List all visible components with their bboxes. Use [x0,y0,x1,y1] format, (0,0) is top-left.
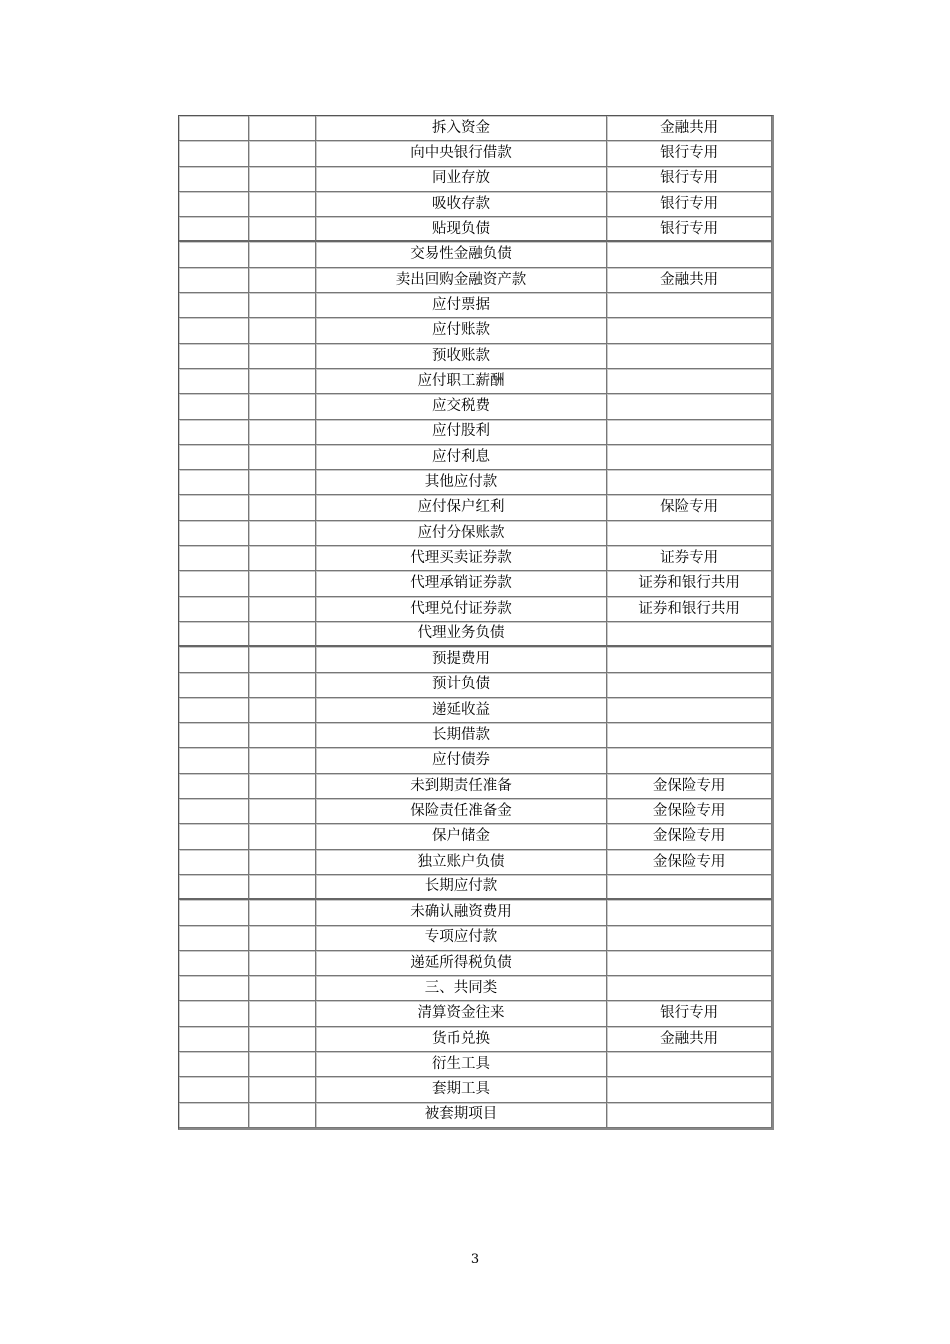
code-cell [179,344,249,369]
number-cell [249,546,316,571]
account-name-cell: 套期工具 [316,1077,608,1102]
table-row [179,369,772,394]
number-cell [249,875,316,900]
applicable-scope-cell: 金保险专用 [607,799,772,824]
account-name-cell: 卖出回购金融资产款 [316,268,608,293]
number-cell [249,850,316,875]
account-name-cell: 预提费用 [316,647,608,672]
table-row [179,242,772,267]
number-cell [249,318,316,343]
applicable-scope-cell: 证券和银行共用 [607,597,772,622]
applicable-scope-cell [607,369,772,394]
table-row [179,495,772,520]
number-cell [249,242,316,267]
code-cell [179,571,249,596]
applicable-scope-cell: 银行专用 [607,192,772,217]
number-cell [249,748,316,773]
account-name-cell: 长期借款 [316,723,608,748]
number-cell [249,167,316,192]
number-cell [249,698,316,723]
applicable-scope-cell: 银行专用 [607,167,772,192]
table-row [179,1027,772,1052]
code-cell [179,318,249,343]
applicable-scope-cell [607,1052,772,1077]
table-row [179,116,772,141]
account-name-cell: 应交税费 [316,394,608,419]
accounts-table-body [179,116,772,1128]
applicable-scope-cell: 银行专用 [607,1001,772,1026]
table-row [179,900,772,925]
table-row [179,875,772,900]
number-cell [249,141,316,166]
code-cell [179,597,249,622]
applicable-scope-cell [607,420,772,445]
applicable-scope-cell [607,470,772,495]
code-cell [179,774,249,799]
code-cell [179,293,249,318]
table-row [179,318,772,343]
account-name-cell: 交易性金融负债 [316,242,608,267]
account-name-cell: 货币兑换 [316,1027,608,1052]
number-cell [249,420,316,445]
code-cell [179,748,249,773]
account-name-cell: 保户储金 [316,824,608,849]
code-cell [179,698,249,723]
account-name-cell: 长期应付款 [316,875,608,900]
number-cell [249,495,316,520]
table-row [179,344,772,369]
code-cell [179,1027,249,1052]
account-name-cell: 吸收存款 [316,192,608,217]
number-cell [249,951,316,976]
table-row [179,470,772,495]
code-cell [179,926,249,951]
table-row [179,850,772,875]
table-row [179,824,772,849]
account-name-cell: 应付债券 [316,748,608,773]
code-cell [179,242,249,267]
account-name-cell: 应付利息 [316,445,608,470]
account-name-cell: 未确认融资费用 [316,900,608,925]
table-row [179,723,772,748]
account-name-cell: 三、共同类 [316,976,608,1001]
number-cell [249,571,316,596]
code-cell [179,546,249,571]
number-cell [249,116,316,141]
applicable-scope-cell [607,242,772,267]
table-row [179,926,772,951]
table-row [179,1052,772,1077]
number-cell [249,268,316,293]
applicable-scope-cell: 银行专用 [607,141,772,166]
table-row [179,445,772,470]
applicable-scope-cell [607,293,772,318]
table-row [179,748,772,773]
account-name-cell: 贴现负债 [316,217,608,242]
number-cell [249,521,316,546]
applicable-scope-cell [607,748,772,773]
table-row [179,293,772,318]
code-cell [179,521,249,546]
page-number: 3 [470,1252,480,1267]
number-cell [249,1027,316,1052]
number-cell [249,1103,316,1128]
applicable-scope-cell [607,900,772,925]
applicable-scope-cell: 金保险专用 [607,850,772,875]
code-cell [179,268,249,293]
account-name-cell: 应付职工薪酬 [316,369,608,394]
account-name-cell: 应付分保账款 [316,521,608,546]
applicable-scope-cell: 金保险专用 [607,824,772,849]
code-cell [179,622,249,647]
applicable-scope-cell [607,647,772,672]
code-cell [179,799,249,824]
number-cell [249,723,316,748]
number-cell [249,774,316,799]
account-name-cell: 预计负债 [316,673,608,698]
code-cell [179,116,249,141]
code-cell [179,976,249,1001]
code-cell [179,470,249,495]
applicable-scope-cell: 证券和银行共用 [607,571,772,596]
code-cell [179,167,249,192]
account-name-cell: 预收账款 [316,344,608,369]
code-cell [179,495,249,520]
account-name-cell: 同业存放 [316,167,608,192]
applicable-scope-cell: 证券专用 [607,546,772,571]
applicable-scope-cell [607,445,772,470]
account-name-cell: 应付账款 [316,318,608,343]
code-cell [179,369,249,394]
code-cell [179,673,249,698]
code-cell [179,1077,249,1102]
code-cell [179,850,249,875]
account-name-cell: 被套期项目 [316,1103,608,1128]
applicable-scope-cell [607,318,772,343]
code-cell [179,1052,249,1077]
account-name-cell: 应付保户红利 [316,495,608,520]
account-name-cell: 递延收益 [316,698,608,723]
code-cell [179,900,249,925]
applicable-scope-cell [607,622,772,647]
number-cell [249,192,316,217]
code-cell [179,217,249,242]
applicable-scope-cell: 保险专用 [607,495,772,520]
number-cell [249,799,316,824]
applicable-scope-cell [607,673,772,698]
applicable-scope-cell: 金保险专用 [607,774,772,799]
number-cell [249,926,316,951]
account-name-cell: 代理业务负债 [316,622,608,647]
number-cell [249,647,316,672]
applicable-scope-cell [607,394,772,419]
applicable-scope-cell [607,926,772,951]
code-cell [179,420,249,445]
code-cell [179,723,249,748]
number-cell [249,470,316,495]
code-cell [179,445,249,470]
applicable-scope-cell: 金融共用 [607,1027,772,1052]
account-name-cell: 拆入资金 [316,116,608,141]
account-name-cell: 代理兑付证券款 [316,597,608,622]
applicable-scope-cell: 金融共用 [607,116,772,141]
applicable-scope-cell [607,951,772,976]
table-row [179,546,772,571]
table-row [179,192,772,217]
table-row [179,141,772,166]
number-cell [249,824,316,849]
applicable-scope-cell [607,976,772,1001]
account-name-cell: 代理承销证券款 [316,571,608,596]
code-cell [179,394,249,419]
table-row [179,420,772,445]
account-name-cell: 应付股利 [316,420,608,445]
applicable-scope-cell [607,723,772,748]
account-name-cell: 其他应付款 [316,470,608,495]
applicable-scope-cell: 银行专用 [607,217,772,242]
code-cell [179,141,249,166]
account-name-cell: 专项应付款 [316,926,608,951]
code-cell [179,1103,249,1128]
table-row [179,268,772,293]
table-row [179,976,772,1001]
code-cell [179,824,249,849]
table-row [179,1103,772,1128]
table-row [179,597,772,622]
account-name-cell: 清算资金往来 [316,1001,608,1026]
table-row [179,951,772,976]
number-cell [249,293,316,318]
table-row [179,673,772,698]
number-cell [249,369,316,394]
applicable-scope-cell: 金融共用 [607,268,772,293]
table-row [179,698,772,723]
number-cell [249,900,316,925]
number-cell [249,344,316,369]
code-cell [179,951,249,976]
account-name-cell: 保险责任准备金 [316,799,608,824]
table-row [179,647,772,672]
number-cell [249,1001,316,1026]
account-name-cell: 代理买卖证券款 [316,546,608,571]
table-row [179,1001,772,1026]
number-cell [249,394,316,419]
number-cell [249,1052,316,1077]
code-cell [179,647,249,672]
table-row [179,799,772,824]
table-row [179,217,772,242]
accounts-table [178,115,774,1130]
number-cell [249,1077,316,1102]
account-name-cell: 独立账户负债 [316,850,608,875]
number-cell [249,217,316,242]
applicable-scope-cell [607,1103,772,1128]
code-cell [179,1001,249,1026]
number-cell [249,597,316,622]
table-row [179,774,772,799]
account-name-cell: 衍生工具 [316,1052,608,1077]
table-row [179,571,772,596]
applicable-scope-cell [607,698,772,723]
account-name-cell: 向中央银行借款 [316,141,608,166]
account-name-cell: 应付票据 [316,293,608,318]
table-row [179,394,772,419]
applicable-scope-cell [607,1077,772,1102]
code-cell [179,192,249,217]
account-name-cell: 未到期责任准备 [316,774,608,799]
applicable-scope-cell [607,521,772,546]
number-cell [249,622,316,647]
table-row [179,622,772,647]
table-row [179,1077,772,1102]
code-cell [179,875,249,900]
applicable-scope-cell [607,344,772,369]
table-row [179,521,772,546]
table-row [179,167,772,192]
account-name-cell: 递延所得税负债 [316,951,608,976]
number-cell [249,673,316,698]
applicable-scope-cell [607,875,772,900]
number-cell [249,445,316,470]
number-cell [249,976,316,1001]
